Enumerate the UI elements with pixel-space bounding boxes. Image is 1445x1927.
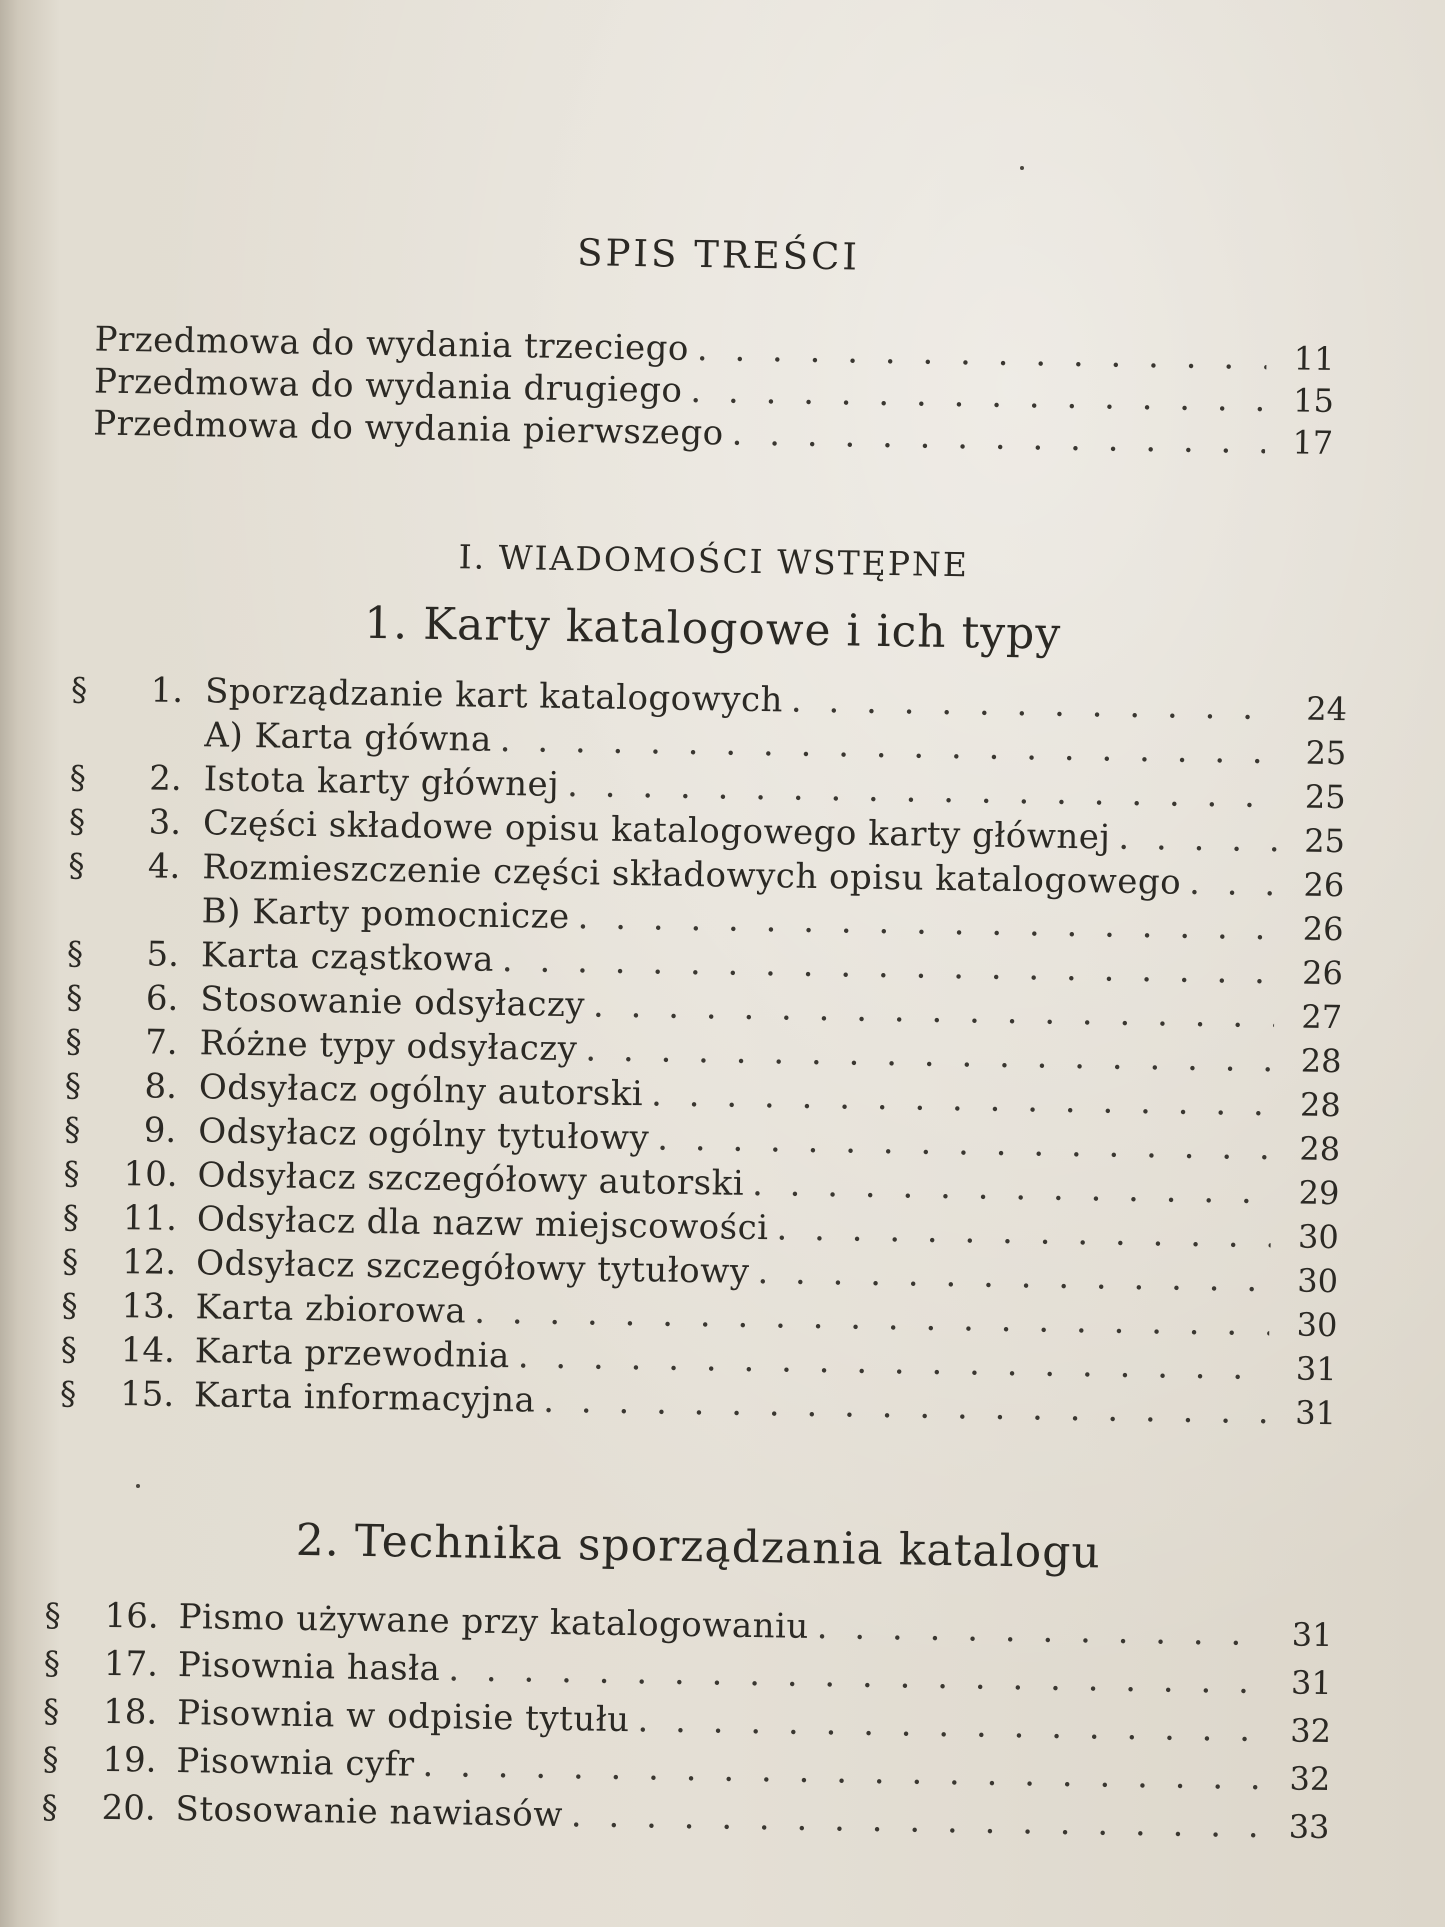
section-sign: §	[68, 846, 85, 885]
leader-dots	[577, 897, 1276, 948]
leader-dots	[657, 1118, 1272, 1168]
entry-label: Karta przewodnia	[194, 1331, 511, 1377]
leader-dots	[474, 1292, 1270, 1344]
entry-number	[128, 921, 180, 922]
entry-number: 6.	[145, 978, 179, 1019]
page-number: 31	[1290, 1663, 1333, 1703]
section-sign: §	[44, 1595, 61, 1635]
entry-label: Różne typy odsyłaczy	[199, 1023, 578, 1070]
page-number: 31	[1294, 1393, 1337, 1433]
section-sign: §	[64, 1066, 82, 1105]
entry-label: Karta zbiorowa	[195, 1287, 467, 1332]
page-number: 28	[1299, 1085, 1342, 1125]
leader-dots	[571, 1795, 1262, 1846]
page-number: 33	[1288, 1807, 1330, 1847]
leader-dots	[543, 1381, 1268, 1432]
entry-number: 2.	[149, 758, 183, 799]
leader-dots	[1118, 818, 1277, 860]
entry-label: Pismo używane przy katalogowaniu	[178, 1597, 810, 1647]
page-number: 15	[1292, 381, 1335, 420]
page-number: 31	[1291, 1615, 1333, 1655]
entry-number: 1.	[150, 670, 184, 711]
entry-label: Odsyłacz ogólny tytułowy	[197, 1111, 650, 1159]
preface-label: Przedmowa do wydania pierwszego	[93, 403, 724, 454]
page-number: 28	[1299, 1129, 1341, 1169]
page-number: 26	[1303, 865, 1345, 905]
entry-label: Karta informacyjna	[193, 1375, 536, 1421]
entry-number: 11.	[122, 1198, 178, 1239]
entry-number: 7.	[144, 1022, 178, 1063]
entry-label: Pisownia w odpisie tytułu	[176, 1692, 630, 1741]
page-number: 31	[1295, 1349, 1337, 1389]
section-sign: §	[43, 1643, 61, 1683]
entry-label: Istota karty głównej	[203, 759, 560, 805]
entry-number: 9.	[143, 1110, 177, 1151]
entry-label: Pisownia hasła	[177, 1645, 441, 1690]
page-number: 27	[1301, 997, 1343, 1037]
entry-number: 15.	[119, 1374, 175, 1415]
leader-dots	[593, 985, 1275, 1036]
entry-label: B) Karty pomocnicze	[201, 891, 570, 938]
entry-number: 14.	[120, 1330, 176, 1371]
entry-label: Odsyłacz szczegółowy tytułowy	[195, 1243, 750, 1292]
entry-number: 18.	[102, 1691, 158, 1733]
page-number: 11	[1293, 339, 1335, 379]
section-sign: §	[66, 978, 83, 1017]
page-number: 29	[1298, 1173, 1340, 1213]
leader-dots	[502, 940, 1276, 992]
section-sign	[70, 744, 130, 745]
paper-speck	[1020, 166, 1024, 170]
section-sign: §	[41, 1787, 58, 1827]
page-number: 17	[1292, 423, 1334, 462]
section-sign: §	[66, 934, 84, 973]
section-sign: §	[42, 1691, 60, 1731]
page-number: 25	[1305, 733, 1347, 773]
chapter-title: 1. Karty katalogowe i ich typy	[363, 597, 1062, 660]
page-number: 25	[1303, 821, 1346, 861]
leader-dots	[422, 1745, 1262, 1798]
entry-label: Stosowanie nawiasów	[175, 1788, 564, 1836]
entry-number	[130, 745, 182, 746]
leader-dots	[817, 1607, 1265, 1654]
entry-number: 10.	[123, 1154, 178, 1195]
leader-dots	[791, 681, 1280, 729]
preface-label: Przedmowa do wydania drugiego	[93, 361, 683, 411]
entry-label: Karta cząstkowa	[200, 935, 495, 980]
entry-number: 16.	[104, 1595, 160, 1637]
page-number: 25	[1304, 777, 1346, 817]
entry-label: Rozmieszczenie części składowych opisu katalogowego	[202, 847, 1182, 903]
page-number: 32	[1289, 1759, 1331, 1799]
leader-dots	[585, 1029, 1274, 1080]
entry-number: 8.	[144, 1066, 178, 1107]
section-sign: §	[61, 1286, 78, 1325]
entry-number: 13.	[121, 1286, 176, 1327]
entry-number: 20.	[101, 1787, 157, 1829]
leader-dots	[731, 414, 1265, 462]
page-title: SPIS TREŚCI	[576, 231, 861, 279]
section-sign: §	[70, 670, 88, 709]
part-title: I. WIADOMOŚCI WSTĘPNE	[458, 537, 970, 585]
chapter-title: 2. Technika sporządzania katalogu	[295, 1514, 1102, 1579]
entry-label: Odsyłacz ogólny autorski	[198, 1067, 644, 1115]
leader-dots	[690, 371, 1266, 420]
entry-label: Pisownia cyfr	[176, 1740, 415, 1785]
leader-dots	[567, 765, 1278, 816]
section-sign: §	[65, 1022, 82, 1061]
page-number: 26	[1301, 953, 1344, 993]
section-sign: §	[62, 1198, 80, 1237]
page-number: 24	[1306, 689, 1348, 729]
section-sign: §	[68, 802, 86, 841]
section-sign: §	[60, 1330, 78, 1369]
entry-number: 19.	[102, 1739, 157, 1781]
section-sign: §	[63, 1154, 80, 1193]
page-number: 28	[1300, 1041, 1342, 1081]
leader-dots	[518, 1336, 1269, 1388]
entry-label: Odsyłacz dla nazw miejscowości	[196, 1199, 769, 1249]
leader-dots	[651, 1074, 1273, 1124]
section-sign: §	[69, 758, 87, 797]
entry-number: 3.	[148, 802, 182, 843]
section-sign: §	[63, 1110, 81, 1149]
entry-number: 17.	[103, 1643, 159, 1685]
paper-speck	[136, 1484, 140, 1488]
entry-number: 12.	[121, 1242, 177, 1283]
preface-label: Przedmowa do wydania trzeciego	[94, 319, 690, 369]
entry-label: A) Karta główna	[204, 715, 493, 760]
entry-label: Stosowanie odsyłaczy	[200, 979, 586, 1026]
section-sign: §	[59, 1374, 77, 1413]
leader-dots	[499, 720, 1278, 772]
entry-number: 5.	[146, 934, 180, 975]
page-number: 32	[1289, 1711, 1332, 1751]
section-sign: §	[42, 1739, 59, 1779]
page-number: 26	[1302, 909, 1344, 949]
entry-label: Sporządzanie kart katalogowych	[204, 671, 784, 721]
section-sign	[68, 920, 128, 921]
entry-number: 4.	[147, 846, 181, 887]
leader-dots	[448, 1649, 1264, 1702]
leader-dots	[752, 1164, 1272, 1212]
section-sign: §	[61, 1242, 79, 1281]
entry-label: Części składowe opisu katalogowego karty głównej	[202, 803, 1111, 858]
leader-dots	[757, 1252, 1270, 1300]
page-number: 30	[1297, 1261, 1339, 1301]
leader-dots	[697, 329, 1267, 378]
leader-dots	[776, 1208, 1271, 1256]
page-number: 30	[1297, 1217, 1340, 1257]
page-number: 30	[1296, 1305, 1338, 1345]
leader-dots	[637, 1700, 1263, 1750]
entry-label: Odsyłacz szczegółowy autorski	[197, 1155, 745, 1204]
leader-dots	[1189, 863, 1277, 904]
